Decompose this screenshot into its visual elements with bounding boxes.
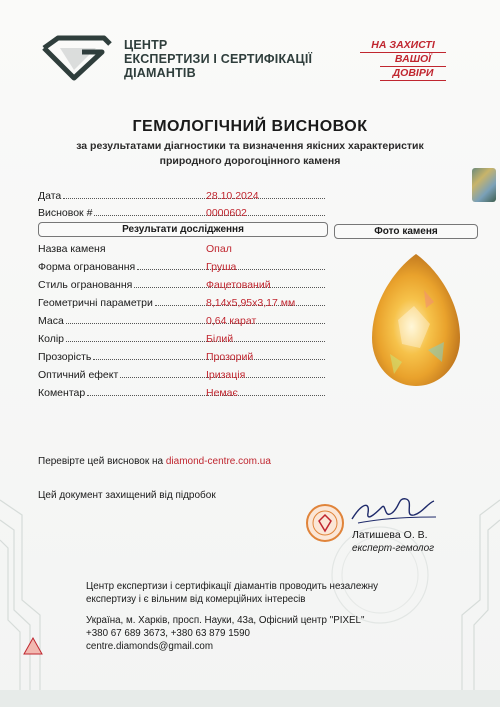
photo-section-header: Фото каменя bbox=[334, 224, 478, 239]
motto bbox=[360, 40, 446, 81]
signer-role: експерт-гемолог bbox=[352, 543, 435, 554]
signature-icon bbox=[348, 493, 438, 527]
org-line-2: ЕКСПЕРТИЗИ І СЕРТИФІКАЦІЇ bbox=[124, 52, 313, 66]
footer-phones: +380 67 689 3673, +380 63 879 1590 bbox=[86, 628, 250, 639]
motto-line-1: НА ЗАХИСТІ bbox=[360, 40, 446, 53]
result-label: Назва каменя bbox=[38, 243, 106, 255]
result-value: Груша bbox=[206, 261, 237, 273]
footer-statement bbox=[86, 580, 378, 606]
result-row bbox=[38, 295, 328, 309]
date-value: 28.10.2024 bbox=[206, 190, 259, 202]
result-row bbox=[38, 367, 328, 381]
stone-photo bbox=[368, 250, 464, 390]
motto-line-3: ДОВІРИ bbox=[380, 68, 446, 81]
result-label: Колір bbox=[38, 333, 65, 345]
document-subtitle bbox=[0, 139, 500, 169]
result-value: Прозорий bbox=[206, 351, 254, 363]
certification-seal-icon bbox=[305, 503, 345, 543]
results-section-header: Результати дослідження bbox=[38, 222, 328, 237]
org-line-1: ЦЕНТР bbox=[124, 38, 168, 52]
footer-line-1: Центр експертизи і сертифікації діамантів проводить незалежну bbox=[86, 581, 379, 592]
company-logo-icon bbox=[38, 34, 116, 82]
result-label: Оптичний ефект bbox=[38, 369, 119, 381]
document-title: ГЕМОЛОГІЧНИЙ ВИСНОВОК bbox=[132, 118, 368, 135]
result-label: Геометричні параметри bbox=[38, 297, 153, 309]
result-label: Прозорість bbox=[38, 351, 92, 363]
subtitle-line-1: за результатами діагностики та визначення якісних характеристик bbox=[76, 140, 424, 152]
footer-address: Україна, м. Харків, просп. Науки, 43а, Офісний центр "PIXEL" bbox=[86, 615, 365, 626]
result-row bbox=[38, 349, 328, 363]
hologram-sticker bbox=[472, 168, 496, 202]
protection-note: Цей документ захищений від підробок bbox=[38, 490, 216, 501]
result-label: Коментар bbox=[38, 387, 86, 399]
result-row bbox=[38, 259, 328, 273]
result-label: Маса bbox=[38, 315, 64, 327]
footer-line-2: експертизу і є вільним від комерційних інтересів bbox=[86, 594, 306, 605]
verify-text: Перевірте цей висновок на bbox=[38, 456, 166, 467]
result-value: Білий bbox=[206, 333, 234, 345]
date-label: Дата bbox=[38, 190, 62, 202]
result-row bbox=[38, 331, 328, 345]
warning-triangle-icon bbox=[23, 637, 43, 655]
org-line-3: ДІАМАНТІВ bbox=[124, 66, 196, 80]
subtitle-line-2: природного дорогоцінного каменя bbox=[159, 155, 341, 167]
result-row bbox=[38, 277, 328, 291]
verify-note bbox=[38, 456, 271, 467]
result-value: 0,64 карат bbox=[206, 315, 257, 327]
certificate-number-label: Висновок # bbox=[38, 207, 93, 219]
certificate-number-row bbox=[38, 205, 328, 219]
result-row bbox=[38, 385, 328, 399]
footer-contacts bbox=[86, 614, 364, 653]
result-label: Стиль ограновання bbox=[38, 279, 133, 291]
result-label: Форма ограновання bbox=[38, 261, 136, 273]
result-row bbox=[38, 241, 328, 255]
result-value: Іризація bbox=[206, 369, 246, 381]
result-value: 8,14x5,95x3,17 мм bbox=[206, 297, 296, 309]
result-value: Фацетований bbox=[206, 279, 271, 291]
result-row bbox=[38, 313, 328, 327]
organization-name bbox=[124, 38, 312, 80]
result-value: Опал bbox=[206, 243, 232, 255]
signer-name: Латишева О. В. bbox=[352, 529, 428, 541]
verify-link[interactable]: diamond-centre.com.ua bbox=[165, 456, 271, 467]
result-value: Немає bbox=[206, 387, 238, 399]
certificate-number-value: 0000602 bbox=[206, 207, 247, 219]
date-row bbox=[38, 188, 328, 202]
motto-line-2: ВАШОЇ bbox=[380, 54, 446, 67]
footer-email[interactable]: centre.diamonds@gmail.com bbox=[86, 641, 214, 652]
